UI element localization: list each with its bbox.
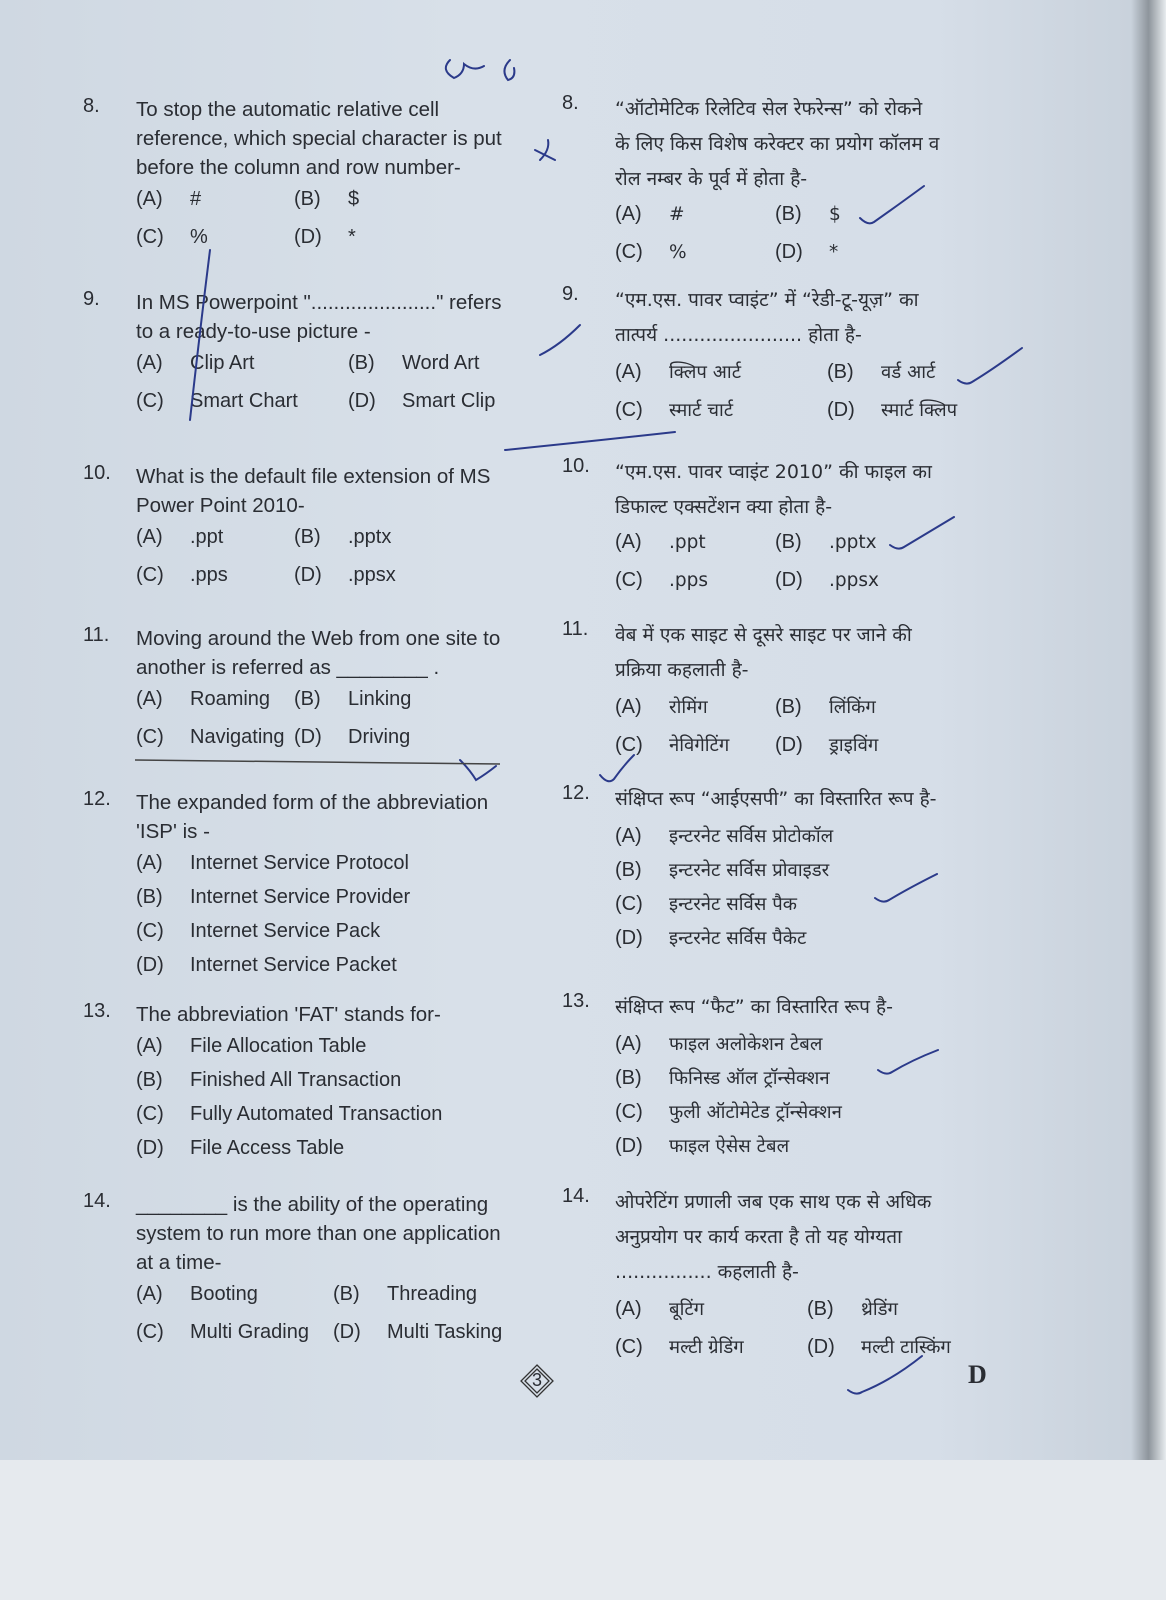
- option-label: (C): [136, 1321, 164, 1343]
- option-a: [615, 359, 741, 384]
- option-c: [615, 241, 687, 264]
- option-label: (C): [615, 1336, 643, 1358]
- option-row: [136, 920, 516, 954]
- option-row: [136, 1283, 516, 1321]
- option-b: [775, 694, 876, 719]
- option-text: .pptx: [348, 526, 392, 548]
- option-row: [615, 694, 995, 732]
- option-label: (A): [615, 696, 642, 718]
- option-row: [615, 857, 995, 891]
- option-a: [136, 1283, 258, 1306]
- option-row: [615, 531, 995, 569]
- option-text: Internet Service Pack: [190, 920, 381, 942]
- option-text: फिनिस्ड ऑल ट्रॉन्सेक्शन: [669, 1068, 830, 1089]
- option-text: File Access Table: [190, 1137, 345, 1159]
- question-text-line: another is referred as ________ .: [136, 656, 440, 679]
- option-row: [136, 852, 516, 886]
- question-body: [615, 283, 995, 435]
- option-text: *: [348, 226, 356, 248]
- option-label: (A): [136, 526, 163, 548]
- question-text-line: के लिए किस विशेष करेक्टर का प्रयोग कॉलम व: [615, 133, 940, 155]
- question-body: [615, 1185, 995, 1372]
- question-number: 11.: [562, 618, 589, 640]
- option-b: [775, 203, 841, 226]
- option-label: (B): [775, 696, 802, 718]
- question-body: [136, 1000, 516, 1171]
- option-label: (D): [294, 226, 322, 248]
- option-d: [827, 397, 957, 422]
- option-text: Internet Service Provider: [190, 886, 411, 908]
- option-text: लिंकिंग: [829, 697, 876, 718]
- option-row: [136, 564, 516, 602]
- option-row: [615, 925, 995, 959]
- question-text-line: at a time-: [136, 1251, 222, 1274]
- option-text: Multi Grading: [190, 1321, 309, 1343]
- option-row: [615, 241, 995, 279]
- question-number: 13.: [83, 1000, 111, 1022]
- option-b: [775, 531, 877, 554]
- option-text: Internet Service Packet: [190, 954, 397, 976]
- option-text: क्लिप आर्ट: [669, 362, 742, 383]
- question-body: [615, 92, 995, 279]
- option-label: (C): [615, 241, 643, 263]
- options: [615, 1031, 995, 1167]
- option-label: (C): [136, 1103, 164, 1125]
- question-text-line: Power Point 2010-: [136, 494, 305, 517]
- option-b: [807, 1296, 898, 1321]
- question-number: 9.: [562, 283, 579, 305]
- option-d: [294, 564, 396, 587]
- option-c: [615, 397, 733, 422]
- question-text-line: To stop the automatic relative cell: [136, 98, 440, 121]
- option-c: [136, 726, 285, 749]
- option-text: $: [348, 188, 360, 210]
- question-text-line: The expanded form of the abbreviation: [136, 791, 489, 814]
- option-c: [615, 1099, 842, 1124]
- option-label: (B): [136, 1069, 163, 1091]
- option-text: थ्रेडिंग: [861, 1299, 898, 1320]
- option-label: (C): [136, 226, 164, 248]
- option-row: [615, 397, 995, 435]
- option-b: [348, 352, 479, 375]
- annotation-mark: [535, 140, 555, 160]
- option-text: Finished All Transaction: [190, 1069, 402, 1091]
- option-text: इन्टरनेट सर्विस पैकेट: [669, 928, 807, 949]
- option-text: मल्टी टास्किंग: [861, 1337, 951, 1358]
- option-label: (B): [775, 531, 802, 553]
- question-text-line: system to run more than one application: [136, 1222, 501, 1245]
- option-b: [136, 1069, 401, 1092]
- option-label: (C): [615, 399, 643, 421]
- option-b: [827, 359, 935, 384]
- option-text: इन्टरनेट सर्विस पैक: [669, 894, 797, 915]
- question-text-line: डिफाल्ट एक्सटेंशन क्या होता है-: [615, 496, 833, 518]
- option-row: [136, 526, 516, 564]
- option-a: [615, 823, 833, 848]
- option-label: (B): [294, 688, 321, 710]
- question-text-line: ________ is the ability of the operating: [136, 1193, 489, 1216]
- question-number: 10.: [562, 455, 590, 477]
- option-label: (B): [615, 859, 642, 881]
- question-text-line: प्रक्रिया कहलाती है-: [615, 659, 749, 681]
- question-body: [136, 1190, 516, 1359]
- question-text-line: In MS Powerpoint "......................" refers: [136, 291, 502, 314]
- option-row: [615, 1099, 995, 1133]
- question-number: 12.: [83, 788, 111, 810]
- options: [136, 526, 516, 602]
- options: [615, 1296, 995, 1372]
- option-d: [807, 1334, 951, 1359]
- option-label: (A): [136, 1283, 163, 1305]
- option-row: [136, 226, 516, 264]
- option-label: (D): [615, 1135, 643, 1157]
- question-number: 9.: [83, 288, 100, 310]
- option-label: (D): [775, 241, 803, 263]
- question-text-line: संक्षिप्त रूप “फैट” का विस्तारित रूप है-: [615, 996, 893, 1018]
- question-body: [615, 990, 995, 1167]
- option-b: [615, 857, 829, 882]
- option-text: मल्टी ग्रेडिंग: [669, 1337, 744, 1358]
- option-label: (D): [294, 726, 322, 748]
- option-text: Smart Chart: [190, 390, 298, 412]
- option-d: [136, 1137, 344, 1160]
- option-label: (C): [136, 920, 164, 942]
- option-row: [615, 891, 995, 925]
- option-row: [136, 390, 516, 428]
- option-a: [136, 1035, 366, 1058]
- option-text: Fully Automated Transaction: [190, 1103, 443, 1125]
- question-number: 14.: [562, 1185, 590, 1207]
- option-label: (B): [294, 526, 321, 548]
- option-row: [615, 732, 995, 770]
- option-label: (B): [615, 1067, 642, 1089]
- option-text: .ppt: [669, 532, 706, 553]
- options: [615, 694, 995, 770]
- annotation-mark: [446, 60, 515, 80]
- option-a: [136, 852, 409, 875]
- option-row: [615, 203, 995, 241]
- question-number: 10.: [83, 462, 111, 484]
- question-body: [615, 455, 995, 607]
- option-row: [136, 688, 516, 726]
- option-c: [136, 1103, 442, 1126]
- option-c: [136, 390, 298, 413]
- option-label: (A): [136, 1035, 163, 1057]
- question-text-line: Moving around the Web from one site to: [136, 627, 501, 650]
- option-label: (B): [807, 1298, 834, 1320]
- option-text: Threading: [387, 1283, 478, 1305]
- question-text-line: अनुप्रयोग पर कार्य करता है तो यह योग्यता: [615, 1226, 902, 1248]
- option-label: (C): [136, 390, 164, 412]
- option-a: [615, 1296, 704, 1321]
- option-text: Internet Service Protocol: [190, 852, 409, 874]
- option-text: Clip Art: [190, 352, 255, 374]
- option-c: [615, 569, 708, 592]
- question-text-line: वेब में एक साइट से दूसरे साइट पर जाने की: [615, 624, 912, 646]
- option-c: [136, 226, 208, 249]
- set-code: D: [968, 1360, 987, 1389]
- option-c: [615, 1334, 744, 1359]
- option-row: [136, 188, 516, 226]
- options: [136, 1035, 516, 1171]
- option-label: (B): [333, 1283, 360, 1305]
- option-label: (A): [615, 1298, 642, 1320]
- option-label: (A): [615, 1033, 642, 1055]
- option-label: (C): [615, 569, 643, 591]
- option-label: (B): [775, 203, 802, 225]
- option-row: [615, 1334, 995, 1372]
- option-c: [136, 920, 380, 943]
- option-row: [615, 569, 995, 607]
- option-row: [615, 823, 995, 857]
- option-d: [136, 954, 397, 977]
- question-text-line: 'ISP' is -: [136, 820, 210, 843]
- option-label: (D): [348, 390, 376, 412]
- question-text-line: तात्पर्य ....................... होता है-: [615, 324, 862, 346]
- question-body: [136, 462, 516, 602]
- option-a: [615, 203, 685, 226]
- option-text: Linking: [348, 688, 412, 710]
- page-bottom-margin: [0, 1460, 1166, 1600]
- question-text-line: What is the default file extension of MS: [136, 465, 491, 488]
- option-row: [136, 1069, 516, 1103]
- option-d: [294, 226, 356, 249]
- options: [615, 359, 995, 435]
- options: [615, 203, 995, 279]
- option-text: स्मार्ट क्लिप: [881, 400, 958, 421]
- option-d: [348, 390, 495, 413]
- option-text: बूटिंग: [669, 1299, 705, 1320]
- option-a: [136, 688, 270, 711]
- option-text: Driving: [348, 726, 411, 748]
- option-label: (B): [294, 188, 321, 210]
- question-number: 8.: [83, 95, 100, 117]
- option-b: [136, 886, 410, 909]
- option-text: File Allocation Table: [190, 1035, 367, 1057]
- option-c: [136, 1321, 309, 1344]
- options: [615, 531, 995, 607]
- option-label: (A): [615, 361, 642, 383]
- option-text: वर्ड आर्ट: [881, 362, 936, 383]
- option-text: $: [829, 204, 841, 225]
- question-number: 11.: [83, 624, 110, 646]
- question-body: [615, 618, 995, 770]
- option-label: (D): [827, 399, 855, 421]
- option-d: [775, 732, 878, 757]
- option-label: (D): [775, 569, 803, 591]
- option-row: [615, 359, 995, 397]
- option-row: [136, 1035, 516, 1069]
- option-text: Navigating: [190, 726, 285, 748]
- option-text: %: [669, 242, 687, 263]
- question-number: 14.: [83, 1190, 111, 1212]
- option-text: *: [829, 242, 839, 263]
- option-d: [775, 569, 879, 592]
- option-a: [136, 352, 254, 375]
- option-b: [333, 1283, 477, 1306]
- option-text: फाइल अलोकेशन टेबल: [669, 1034, 823, 1055]
- option-row: [136, 726, 516, 764]
- question-body: [136, 288, 516, 428]
- option-label: (D): [333, 1321, 361, 1343]
- page-number-text: 3: [531, 1370, 542, 1390]
- option-label: (B): [348, 352, 375, 374]
- question-text-line: “एम.एस. पावर प्वाइंट 2010” की फाइल का: [615, 461, 932, 483]
- option-row: [136, 886, 516, 920]
- question-body: [136, 788, 516, 988]
- option-text: .pptx: [829, 532, 877, 553]
- option-label: (D): [807, 1336, 835, 1358]
- option-row: [615, 1296, 995, 1334]
- option-c: [136, 564, 228, 587]
- option-text: इन्टरनेट सर्विस प्रोवाइडर: [669, 860, 830, 881]
- options: [615, 823, 995, 959]
- option-row: [615, 1031, 995, 1065]
- option-text: .pps: [669, 570, 709, 591]
- question-body: [615, 782, 995, 959]
- question-number: 8.: [562, 92, 579, 114]
- option-a: [136, 188, 201, 211]
- option-row: [615, 1133, 995, 1167]
- option-d: [615, 925, 806, 950]
- option-text: #: [669, 204, 685, 225]
- option-label: (C): [615, 1101, 643, 1123]
- option-label: (D): [294, 564, 322, 586]
- option-b: [294, 526, 391, 549]
- option-label: (C): [615, 734, 643, 756]
- option-text: Booting: [190, 1283, 258, 1305]
- question-text-line: ओपरेटिंग प्रणाली जब एक साथ एक से अधिक: [615, 1191, 932, 1213]
- option-row: [136, 954, 516, 988]
- option-text: नेविगेटिंग: [669, 735, 730, 756]
- option-a: [136, 526, 223, 549]
- annotation-mark: [540, 325, 580, 355]
- option-text: ड्राइविंग: [829, 735, 879, 756]
- option-label: (B): [827, 361, 854, 383]
- question-text-line: to a ready-to-use picture -: [136, 320, 371, 343]
- question-text-line: “ऑटोमेटिक रिलेटिव सेल रेफरेन्स” को रोकने: [615, 98, 923, 120]
- option-row: [136, 1137, 516, 1171]
- option-b: [294, 688, 411, 711]
- option-d: [775, 241, 838, 264]
- option-label: (C): [615, 893, 643, 915]
- question-body: [136, 95, 516, 264]
- question-text-line: ................ कहलाती है-: [615, 1261, 799, 1283]
- option-row: [136, 1103, 516, 1137]
- question-text-line: “एम.एस. पावर प्वाइंट” में “रेडी-टू-यूज़” का: [615, 289, 919, 311]
- option-text: फाइल ऐसेस टेबल: [669, 1136, 790, 1157]
- question-body: [136, 624, 516, 764]
- option-label: (A): [615, 825, 642, 847]
- option-text: रोमिंग: [669, 697, 708, 718]
- question-text-line: रोल नम्बर के पूर्व में होता है-: [615, 168, 808, 190]
- option-row: [615, 1065, 995, 1099]
- option-c: [615, 891, 797, 916]
- option-label: (A): [136, 852, 163, 874]
- option-label: (D): [136, 954, 164, 976]
- option-a: [615, 1031, 822, 1056]
- option-d: [294, 726, 410, 749]
- question-text-line: संक्षिप्त रूप “आईएसपी” का विस्तारित रूप है-: [615, 788, 937, 810]
- option-text: Roaming: [190, 688, 271, 710]
- option-label: (D): [136, 1137, 164, 1159]
- question-text-line: before the column and row number-: [136, 156, 461, 179]
- options: [136, 852, 516, 988]
- option-text: स्मार्ट चार्ट: [669, 400, 734, 421]
- option-label: (D): [775, 734, 803, 756]
- option-label: (C): [136, 564, 164, 586]
- option-c: [615, 732, 729, 757]
- option-a: [615, 694, 708, 719]
- option-label: (D): [615, 927, 643, 949]
- option-row: [136, 352, 516, 390]
- option-label: (B): [136, 886, 163, 908]
- option-text: फुली ऑटोमेटेड ट्रॉन्सेक्शन: [669, 1102, 842, 1123]
- option-label: (A): [136, 188, 163, 210]
- option-label: (C): [136, 726, 164, 748]
- option-text: #: [190, 188, 202, 210]
- options: [136, 188, 516, 264]
- option-d: [333, 1321, 502, 1344]
- option-b: [615, 1065, 830, 1090]
- option-label: (A): [136, 352, 163, 374]
- question-text-line: reference, which special character is put: [136, 127, 502, 150]
- option-text: Smart Clip: [402, 390, 496, 412]
- option-text: इन्टरनेट सर्विस प्रोटोकॉल: [669, 826, 834, 847]
- option-text: Word Art: [402, 352, 480, 374]
- option-row: [136, 1321, 516, 1359]
- option-label: (A): [615, 203, 642, 225]
- option-text: .pps: [190, 564, 228, 586]
- page-number: [520, 1364, 554, 1398]
- option-b: [294, 188, 359, 211]
- question-text-line: The abbreviation 'FAT' stands for-: [136, 1003, 441, 1026]
- option-text: Multi Tasking: [387, 1321, 503, 1343]
- option-label: (A): [136, 688, 163, 710]
- option-text: .ppsx: [348, 564, 396, 586]
- options: [136, 352, 516, 428]
- option-a: [615, 531, 706, 554]
- question-number: 12.: [562, 782, 590, 804]
- options: [136, 1283, 516, 1359]
- option-d: [615, 1133, 789, 1158]
- option-text: .ppsx: [829, 570, 879, 591]
- option-label: (A): [615, 531, 642, 553]
- option-text: %: [190, 226, 208, 248]
- question-number: 13.: [562, 990, 590, 1012]
- option-text: .ppt: [190, 526, 224, 548]
- options: [136, 688, 516, 764]
